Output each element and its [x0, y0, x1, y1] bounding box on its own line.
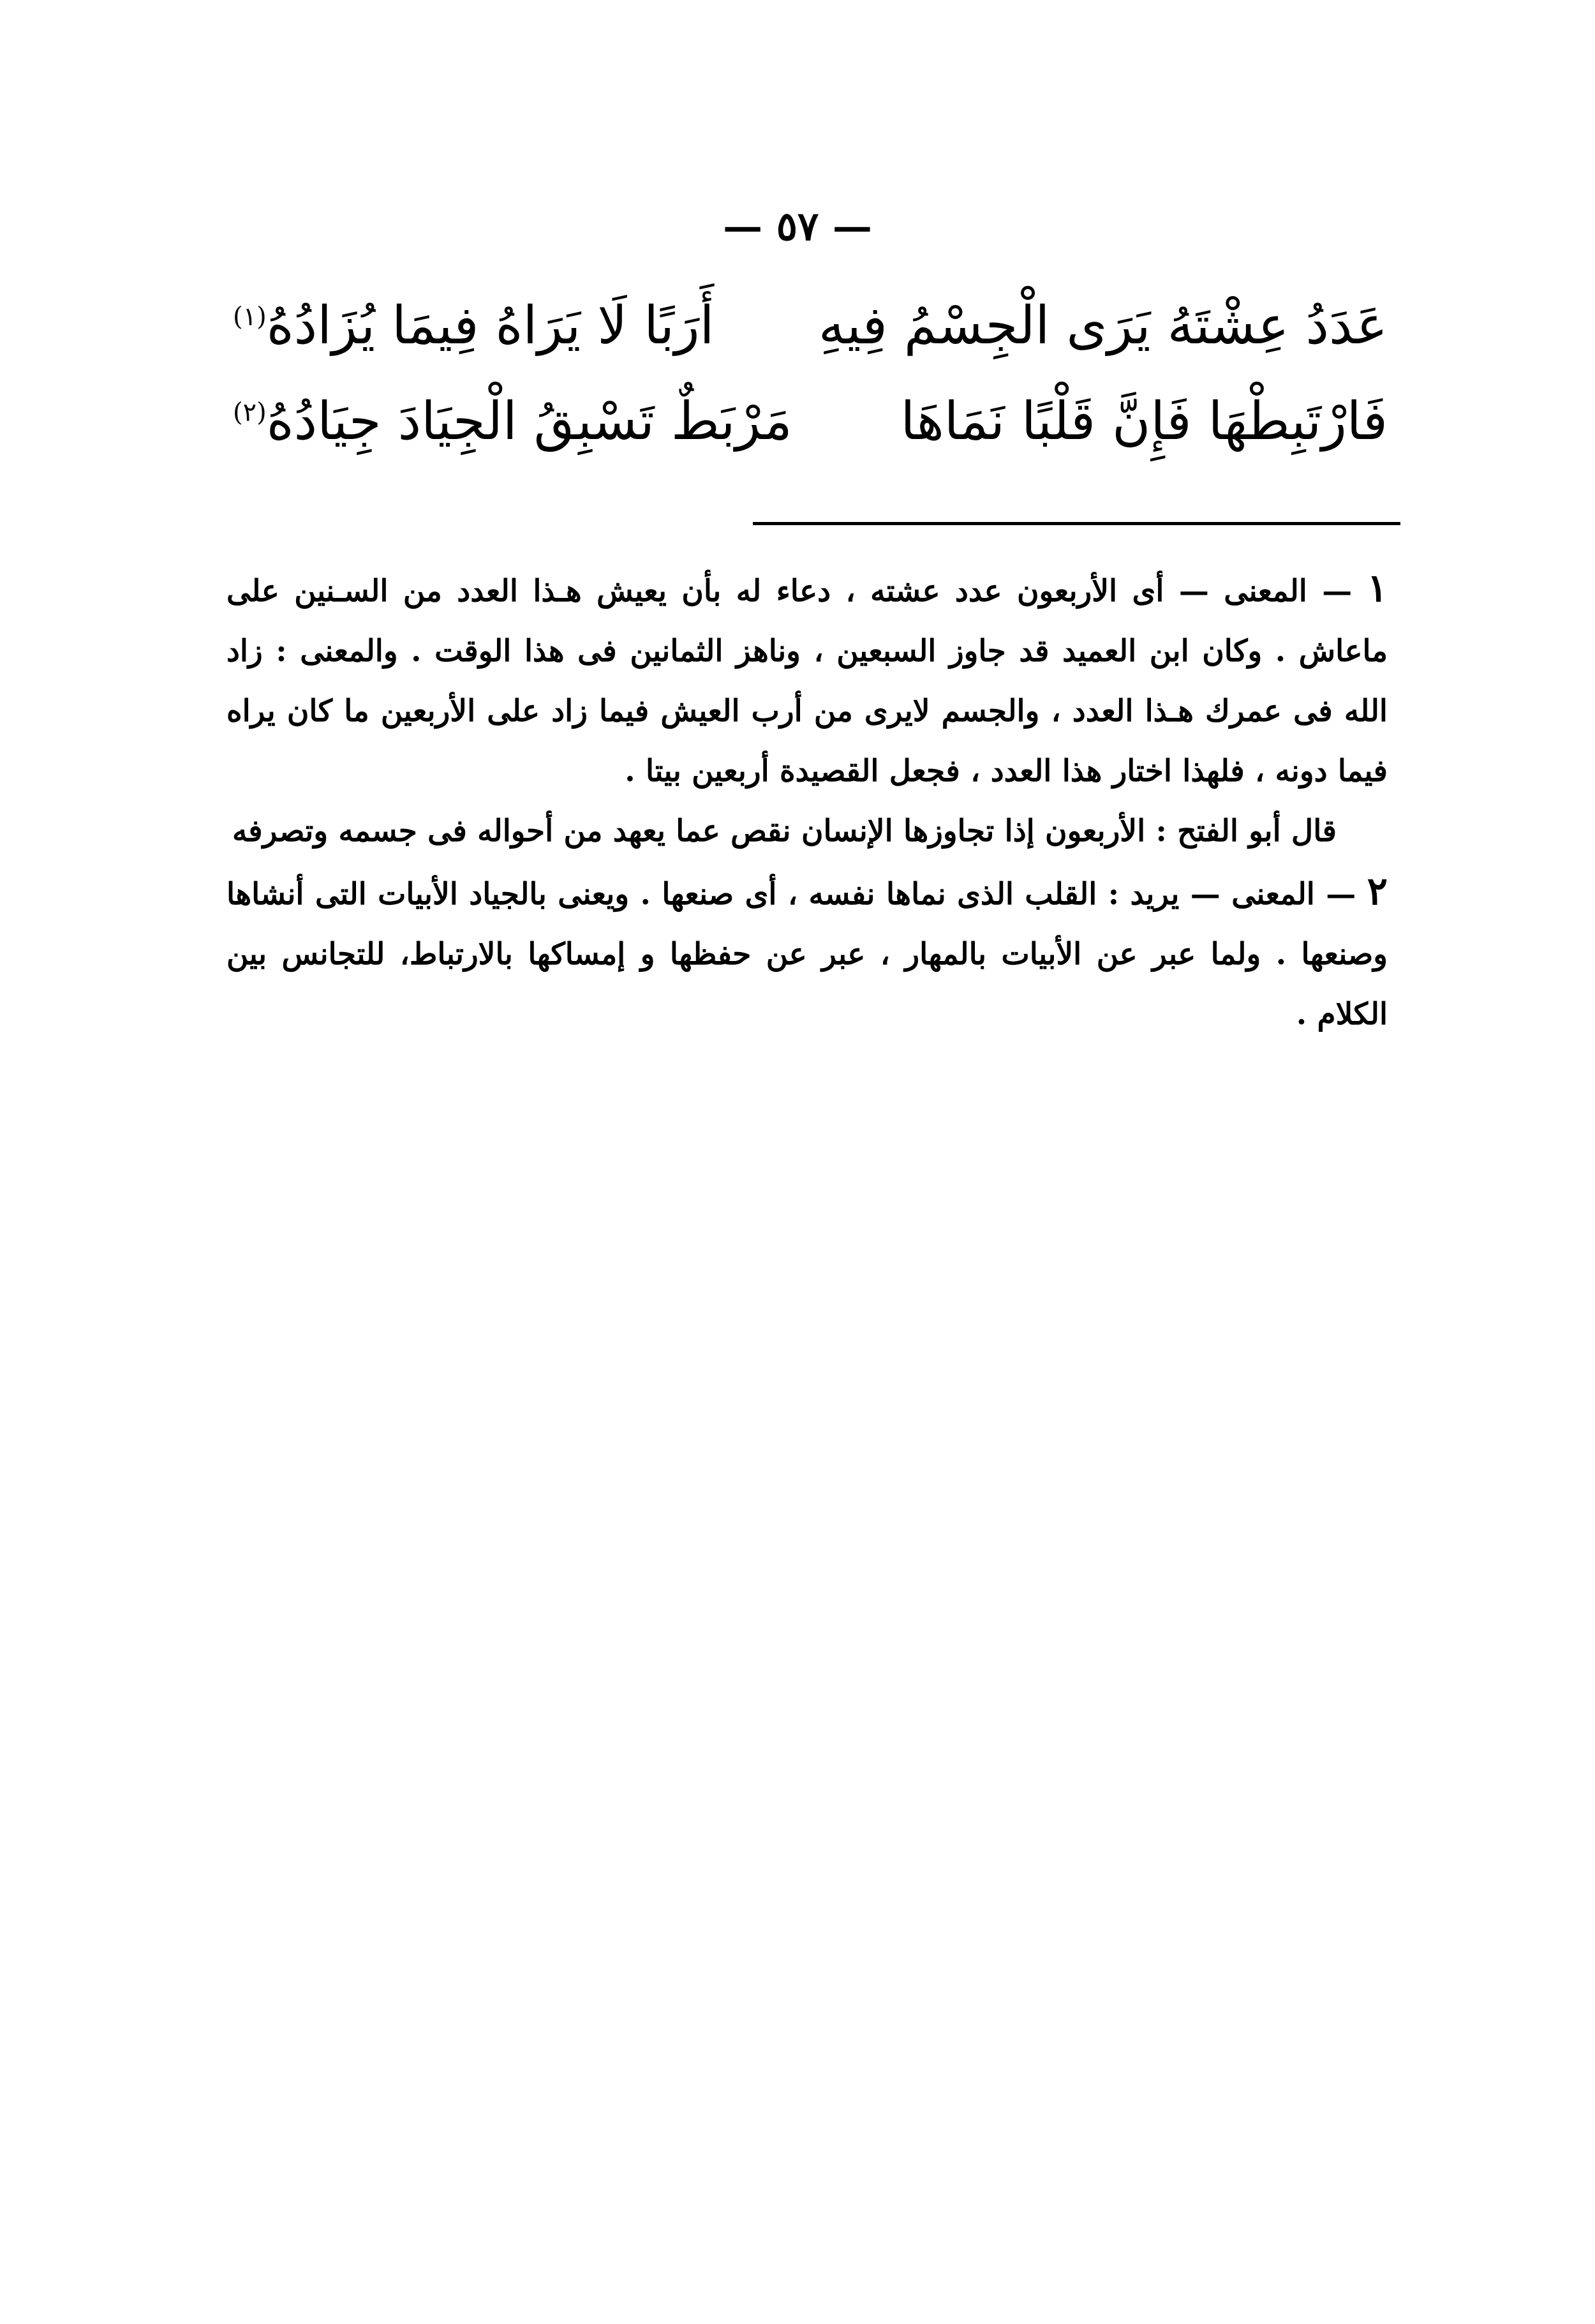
verse-1-first-hemistich: عَدَدُ عِشْتَهُ يَرَى الْجِسْمُ فِيهِ	[818, 295, 1388, 356]
footnote-2	[226, 861, 1388, 1045]
footnote-1-continuation	[226, 801, 1388, 861]
verse-1-second-hemistich	[233, 295, 715, 356]
poem-verses	[233, 295, 1388, 491]
verse-1-second-text: أَرَبًا لَا يَرَاهُ فِيمَا يُزَادُهُ	[266, 295, 715, 356]
footnote-1-text: — المعنى — أى الأربعون عدد عشته ، دعاء له بأن يعيش هـذا العدد من السـنين على ماعاش . وكان ابن العميد قد جاوز السبعين ، وناهز الثمانين فى هذا الوقت . والمعنى : زاد الله فى عمرك هـذا العدد ، والجسم لايرى من أرب العيش فيما زاد على الأربعين ما كان يراه فيما دونه ، فلهذا اختار هذا العدد ، فجعل القصيدة أربعين بيتا .	[226, 574, 1388, 789]
footnote-1-number: ١	[1367, 566, 1388, 611]
verse-2-first-hemistich: فَارْتَبِطْهَا فَإِنَّ قَلْبًا نَمَاهَا	[900, 391, 1388, 452]
verse-line-1	[233, 295, 1388, 396]
page-number: — ٥٧ —	[723, 203, 872, 250]
footnotes	[226, 558, 1388, 1045]
verse-2-second-text: مَرْبَطٌ تَسْبِقُ الْجِيَادَ جِيَادُهُ	[266, 391, 792, 452]
footnote-ref-1[interactable]: (١)	[233, 302, 267, 332]
footnote-1-continuation-text: قال أبو الفتح : الأربعون إذا تجاوزها الإنسان نقص عما يعهد من أحواله فى جسمه وتصرفه	[232, 814, 1337, 849]
footnote-divider	[753, 522, 1400, 525]
verse-2-second-hemistich	[233, 391, 792, 452]
verse-line-2	[233, 391, 1388, 491]
footnote-ref-2[interactable]: (٢)	[233, 398, 267, 428]
footnote-1	[226, 558, 1388, 801]
footnote-2-text: — المعنى — يريد : القلب الذى نماها نفسه ، أى صنعها . ويعنى بالجياد الأبيات التى أنشاها وصنعها . ولما عبر عن الأبيات بالمهار ، عبر عن حفظها و إمساكها بالارتباط، للتجانس بين الكلام .	[226, 877, 1388, 1032]
footnote-2-number: ٢	[1367, 869, 1388, 914]
